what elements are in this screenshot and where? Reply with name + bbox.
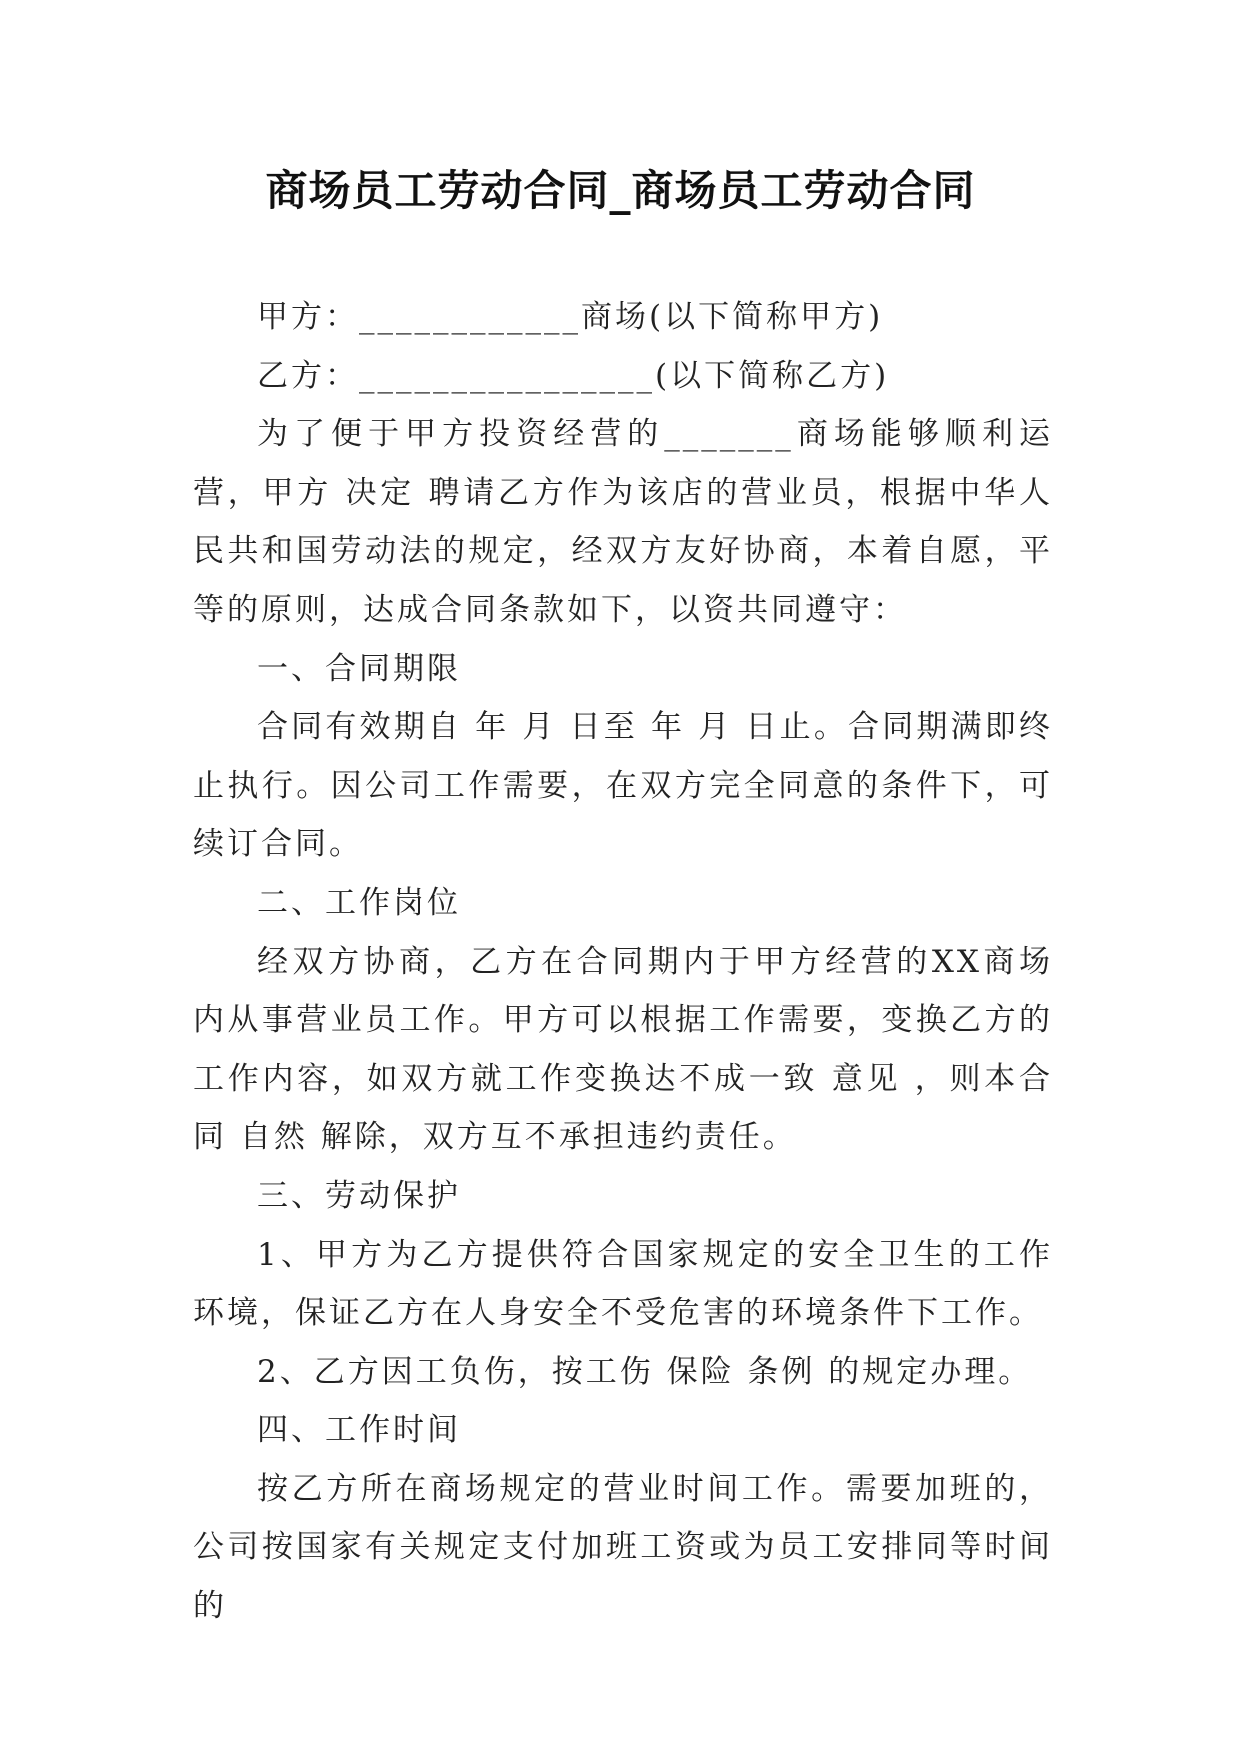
hours-paragraph: 按乙方所在商场规定的营业时间工作。需要加班的，公司按国家有关规定支付加班工资或为员工安排同等时间的 [193,1470,1053,1625]
document-body [193,288,1053,1636]
term-paragraph: 合同有效期自 年 月 日至 年 月 日止。合同期满即终止执行。因公司工作需要，在双方完全同意的条件下，可续订合同。 [193,709,1053,863]
protection-item-1: 1、甲方为乙方提供符合国家规定的安全卫生的工作环境，保证乙方在人身安全不受危害的环境条件下工作。 [193,1236,1053,1332]
protection-item-2: 2、乙方因工负伤，按工伤 保险 条例 的规定办理。 [257,1353,1033,1390]
position-paragraph: 经双方协商，乙方在合同期内于甲方经营的XX商场内从事营业员工作。甲方可以根据工作需要，变换乙方的工作内容，如双方就工作变换达不成一致 意见 ，则本合同 自然 解除，双方互不承担违约责任。 [193,943,1053,1156]
section-heading-position: 二、工作岗位 [257,884,461,921]
section-heading-hours: 四、工作时间 [257,1412,461,1449]
party-a-line: 甲方：____________商场(以下简称甲方) [257,299,884,335]
document-title: 商场员工劳动合同_商场员工劳动合同 [265,166,976,215]
section-heading-protection: 三、劳动保护 [257,1177,461,1214]
party-b-line: 乙方：________________(以下简称乙方) [257,357,890,394]
preamble-paragraph: 为了便于甲方投资经营的_______商场能够顺利运营，甲方 决定 聘请乙方作为该店的营业员，根据中华人民共和国劳动法的规定，经双方友好协商，本着自愿，平等的原则，达成合同条款如下，以资共同遵守： [193,416,1053,628]
section-heading-term: 一、合同期限 [257,650,461,687]
